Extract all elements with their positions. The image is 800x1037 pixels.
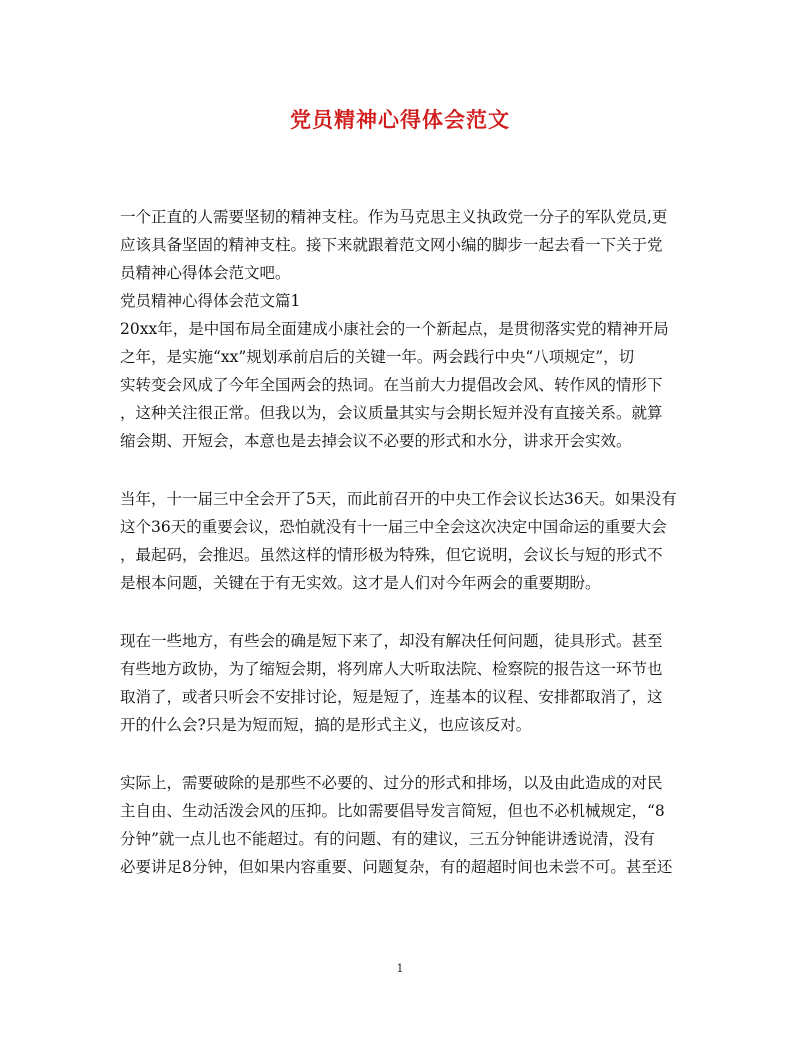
text-line: 实际上，需要破除的是那些不必要的、过分的形式和排场，以及由此造成的对民 [120,774,663,792]
body-paragraph [120,627,680,739]
text-line: 员精神心得体会范文吧。 [120,264,291,282]
text-line: 现在一些地方，有些会的确是短下来了，却没有解决任何问题，徒具形式。甚至 [120,632,663,650]
intro-paragraph [120,203,680,287]
paragraph-gap [120,739,680,769]
text-line: 应该具备坚固的精神支柱。接下来就跟着范文网小编的脚步一起去看一下关于党 [120,236,663,254]
text-line: 取消了，或者只听会不安排讨论，短是短了，连基本的议程、安排都取消了，这 [120,688,663,706]
text-line: 这个36天的重要会议，恐怕就没有十一届三中全会这次决定中国命运的重要大会 [120,518,667,536]
document-title: 党员精神心得体会范文 [290,107,510,132]
paragraph-gap [120,455,680,485]
text-line: 党员精神心得体会范文篇1 [120,292,301,310]
page-number: 1 [396,962,404,975]
body-paragraph [120,315,680,455]
text-line: ，最起码，会推迟。虽然这样的情形极为特殊，但它说明，会议长与短的形式不 [120,546,663,564]
text-line: 之年，是实施“xx”规划承前启后的关键一年。两会践行中央“八项规定”，切 [120,348,635,366]
section-heading [120,287,680,315]
text-line: 分钟”就一点儿也不能超过。有的问题、有的建议，三五分钟能讲透说清，没有 [120,830,655,848]
text-line: 有些地方政协，为了缩短会期，将列席人大听取法院、检察院的报告这一环节也 [120,660,663,678]
text-line: ，这种关注很正常。但我以为，会议质量其实与会期长短并没有直接关系。就算 [120,404,663,422]
body-paragraph [120,485,680,597]
paragraph-gap [120,597,680,627]
text-line: 一个正直的人需要坚韧的精神支柱。作为马克思主义执政党一分子的军队党员,更 [120,208,668,226]
text-line: 实转变会风成了今年全国两会的热词。在当前大力提倡改会风、转作风的情形下 [120,376,663,394]
text-line: 20xx年，是中国布局全面建成小康社会的一个新起点，是贯彻落实党的精神开局 [120,320,669,338]
text-line: 开的什么会?只是为短而短，搞的是形式主义，也应该反对。 [120,716,532,734]
body-paragraph [120,769,680,881]
document-body [120,203,680,881]
text-line: 是根本问题，关键在于有无实效。这才是人们对今年两会的重要期盼。 [120,574,601,592]
text-line: 当年，十一届三中全会开了5天，而此前召开的中央工作会议长达36天。如果没有 [120,490,677,508]
text-line: 必要讲足8分钟，但如果内容重要、问题复杂，有的超超时间也未尝不可。甚至还 [120,858,673,876]
text-line: 缩会期、开短会，本意也是去掉会议不必要的形式和水分，讲求开会实效。 [120,432,632,450]
text-line: 主自由、生动活泼会风的压抑。比如需要倡导发言简短，但也不必机械规定，“8 [120,802,665,820]
